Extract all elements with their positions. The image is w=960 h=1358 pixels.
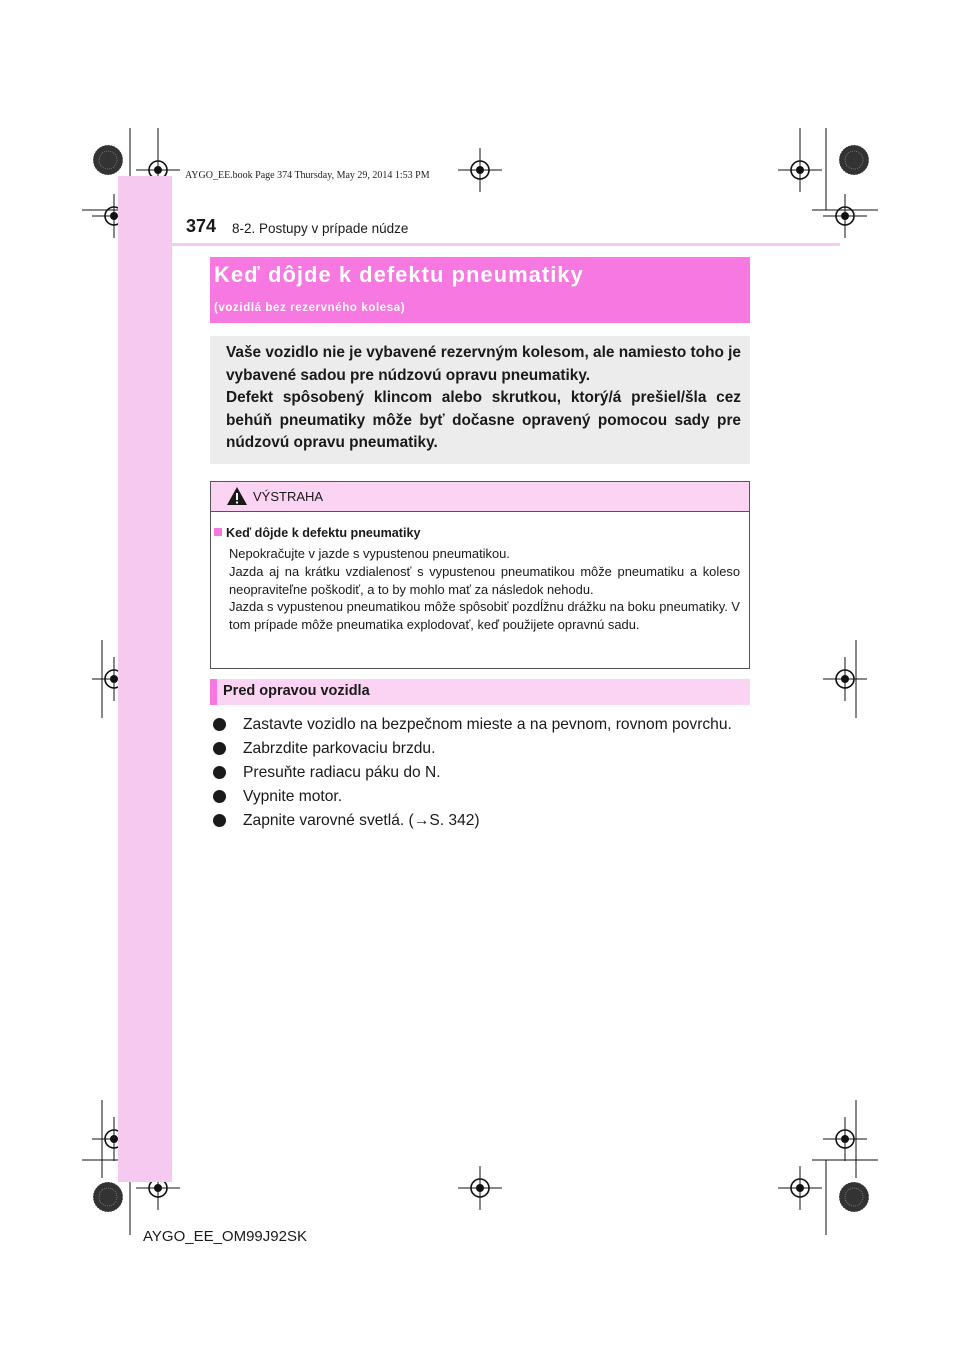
color-wheel-icon <box>839 1182 869 1212</box>
color-wheel-icon <box>93 1182 123 1212</box>
registration-mark-icon <box>823 1117 867 1161</box>
subsection-title: Pred opravou vozidla <box>223 683 370 699</box>
registration-mark-icon <box>458 148 502 192</box>
registration-mark-icon <box>778 1166 822 1210</box>
color-wheel-icon <box>93 145 123 175</box>
registration-mark-icon <box>458 1166 502 1210</box>
bullet-dot-icon <box>213 766 226 779</box>
warning-line: Jazda s vypustenou pneumatikou môže spôsobiť pozdĺžnu drážku na boku pneumatiky. V tom prípade môže pneumatika explodovať, keď použijete opravnú sadu. <box>229 599 740 633</box>
color-wheel-icon <box>839 145 869 175</box>
list-item: Zabrzdite parkovaciu brzdu. <box>213 737 746 761</box>
page-number: 374 <box>186 216 217 236</box>
section-subtitle: (vozidlá bez rezervného kolesa) <box>214 302 406 314</box>
bullet-dot-icon <box>213 718 226 731</box>
registration-mark-icon <box>778 148 822 192</box>
bullet-dot-icon <box>213 742 226 755</box>
bullet-dot-icon <box>213 790 226 803</box>
registration-mark-icon <box>823 657 867 701</box>
subsection-accent-bar <box>210 679 217 705</box>
square-bullet-icon <box>214 528 222 536</box>
warning-line: Nepokračujte v jazde s vypustenou pneumatikou. <box>229 546 510 561</box>
list-item: Presuňte radiacu páku do N. <box>213 761 746 785</box>
intro-paragraph: Defekt spôsobený klincom alebo skrutkou, ktorý/á prešiel/šla cez behúň pneumatiky môže byť dočasne opravený pomocou sady pre núdzovú opravu pneumatiky. <box>226 389 741 452</box>
list-item: Zastavte vozidlo na bezpečnom mieste a na pevnom, rovnom povrchu. <box>213 713 746 737</box>
intro-text <box>226 342 741 455</box>
list-item: Vypnite motor. <box>213 785 746 809</box>
warning-heading-text: Keď dôjde k defektu pneumatiky <box>226 526 421 540</box>
chapter-title: 8-2. Postupy v prípade núdze <box>232 221 409 236</box>
warning-label: VÝSTRAHA <box>253 489 324 504</box>
registration-mark-icon <box>823 194 867 238</box>
prep-list <box>213 713 746 833</box>
warning-line: Jazda aj na krátku vzdialenosť s vypustenou pneumatikou môže pneumatiku a koleso neopraviteľne poškodiť, a to by mohlo mať za následok nehodu. <box>229 563 740 597</box>
bullet-dot-icon <box>213 814 226 827</box>
header-rule <box>118 243 840 246</box>
warning-heading <box>214 526 421 540</box>
warning-triangle-icon <box>226 486 248 506</box>
list-item: Zapnite varovné svetlá. (→S. 342) <box>213 809 746 833</box>
warning-body <box>229 545 740 634</box>
document-code: AYGO_EE_OM99J92SK <box>143 1228 307 1245</box>
book-info: AYGO_EE.book Page 374 Thursday, May 29, 2014 1:53 PM <box>185 170 430 181</box>
intro-paragraph: Vaše vozidlo nie je vybavené rezervným kolesom, ale namiesto toho je vybavené sadou pre núdzovú opravu pneumatiky. <box>226 344 741 384</box>
side-tab-strip <box>118 176 172 1182</box>
section-title: Keď dôjde k defektu pneumatiky <box>214 262 584 287</box>
